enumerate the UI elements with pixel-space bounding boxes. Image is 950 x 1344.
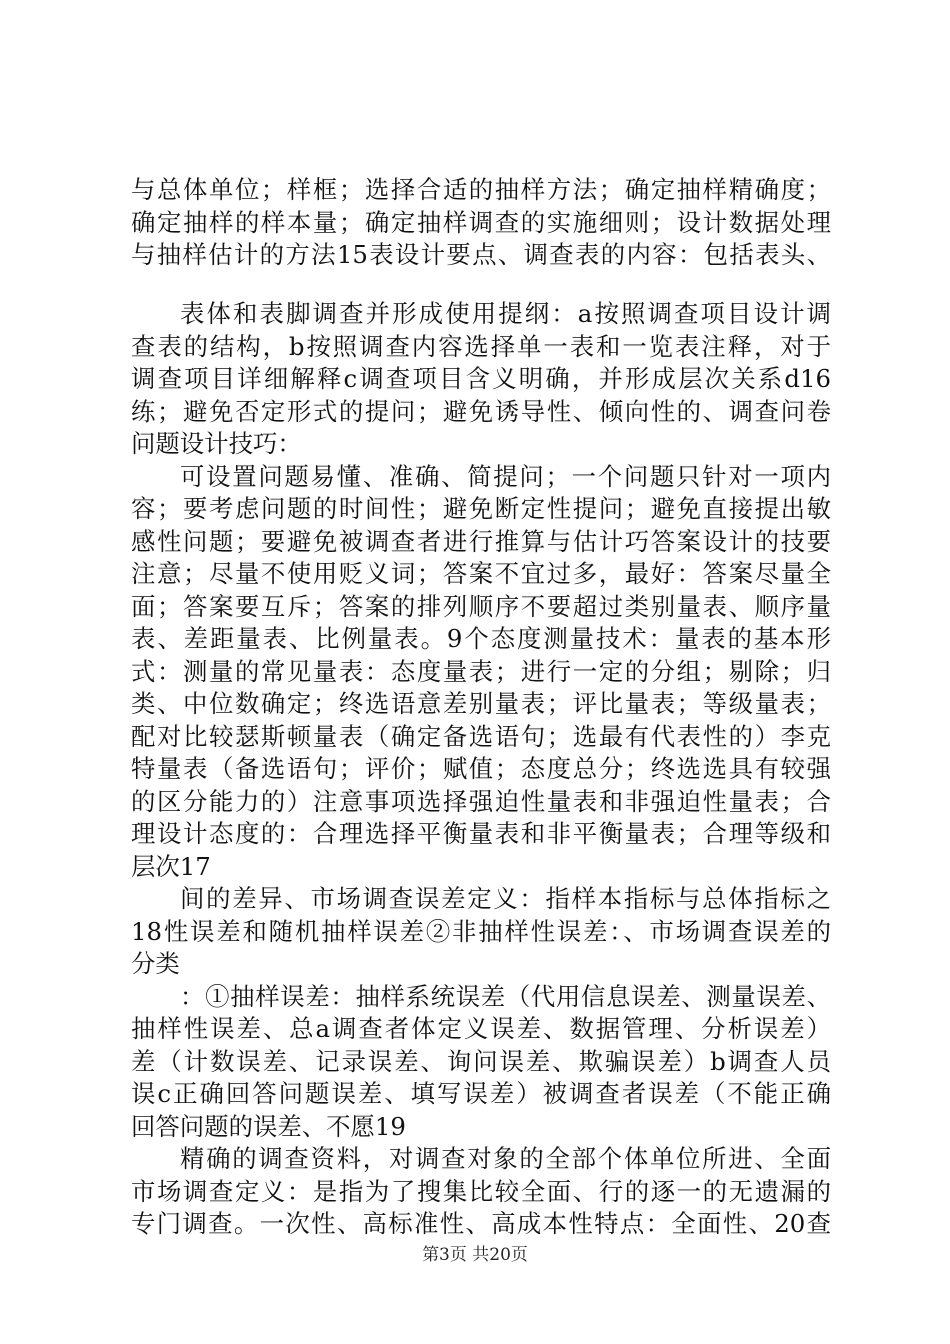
text-line: 类、中位数确定；终选语意差别量表；评比量表；等级量表； <box>131 689 831 718</box>
text-line: 感性问题；要避免被调查者进行推算与估计巧答案设计的技要 <box>131 526 831 556</box>
text-line: 练；避免否定形式的提问；避免诱导性、倾向性的、调查问卷 <box>131 396 831 426</box>
text-line: ：①抽样误差：抽样系统误差（代用信息误差、测量误差、 <box>180 981 831 1011</box>
text-line: 调查项目详细解释c调查项目含义明确，并形成层次关系d16 <box>131 364 831 393</box>
text-line: 容；要考虑问题的时间性；避免断定性提问；避免直接提出敏 <box>131 494 831 523</box>
text-line: 表体和表脚调查并形成使用提纲：a按照调查项目设计调 <box>180 299 831 328</box>
text-line: 回答问题的误差、不愿19 <box>131 1111 406 1141</box>
text-line: 与抽样估计的方法15表设计要点、调查表的内容：包括表头、 <box>131 240 831 269</box>
text-line: 的区分能力的）注意事项选择强迫性量表和非强迫性量表；合 <box>131 786 831 816</box>
text-line: 问题设计技巧： <box>131 429 302 458</box>
text-line: 专门调查。一次性、高标准性、高成本性特点：全面性、20查 <box>131 1209 831 1238</box>
page-number-footer: 第3页 共20页 <box>422 1245 528 1265</box>
text-line: 可设置问题易懂、准确、简提问；一个问题只针对一项内 <box>180 461 831 491</box>
text-line: 与总体单位；样框；选择合适的抽样方法；确定抽样精确度； <box>131 175 831 204</box>
text-line: 层次17 <box>131 851 211 881</box>
text-line: 配对比较瑟斯顿量表（确定备选语句；选最有代表性的）李克 <box>131 721 831 751</box>
text-line: 分类 <box>131 949 180 978</box>
text-line: 理设计态度的：合理选择平衡量表和非平衡量表；合理等级和 <box>131 819 831 848</box>
text-line: 注意；尽量不使用贬义词；答案不宜过多，最好：答案尽量全 <box>131 559 831 588</box>
text-line: 查表的结构，b按照调查内容选择单一表和一览表注释，对于 <box>131 331 831 361</box>
text-line: 面；答案要互斥；答案的排列顺序不要超过类别量表、顺序量 <box>131 591 831 621</box>
text-line: 18性误差和随机抽样误差②非抽样性误差：、市场调查误差的 <box>131 916 831 946</box>
text-line: 表、差距量表、比例量表。9个态度测量技术：量表的基本形 <box>131 624 831 653</box>
text-line: 特量表（备选语句；评价；赋值；态度总分；终选选具有较强 <box>131 754 831 783</box>
text-line: 抽样性误差、总a调查者体定义误差、数据管理、分析误差） <box>131 1014 831 1043</box>
text-line: 误c正确回答问题误差、填写误差）被调查者误差（不能正确 <box>131 1079 831 1108</box>
text-line: 差（计数误差、记录误差、询问误差、欺骗误差）b调查人员 <box>131 1046 831 1076</box>
text-line: 精确的调查资料，对调查对象的全部个体单位所进、全面 <box>180 1144 831 1173</box>
text-line: 确定抽样的样本量；确定抽样调查的实施细则；设计数据处理 <box>131 207 831 237</box>
text-line: 间的差异、市场调查误差定义：指样本指标与总体指标之 <box>180 884 831 913</box>
paragraph-block-1 <box>131 174 831 272</box>
text-line: 式：测量的常见量表：态度量表；进行一定的分组；剔除；归 <box>131 656 831 686</box>
paragraph-block-2 <box>131 298 831 1241</box>
text-line: 市场调查定义：是指为了搜集比较全面、行的逐一的无遗漏的 <box>131 1176 831 1206</box>
